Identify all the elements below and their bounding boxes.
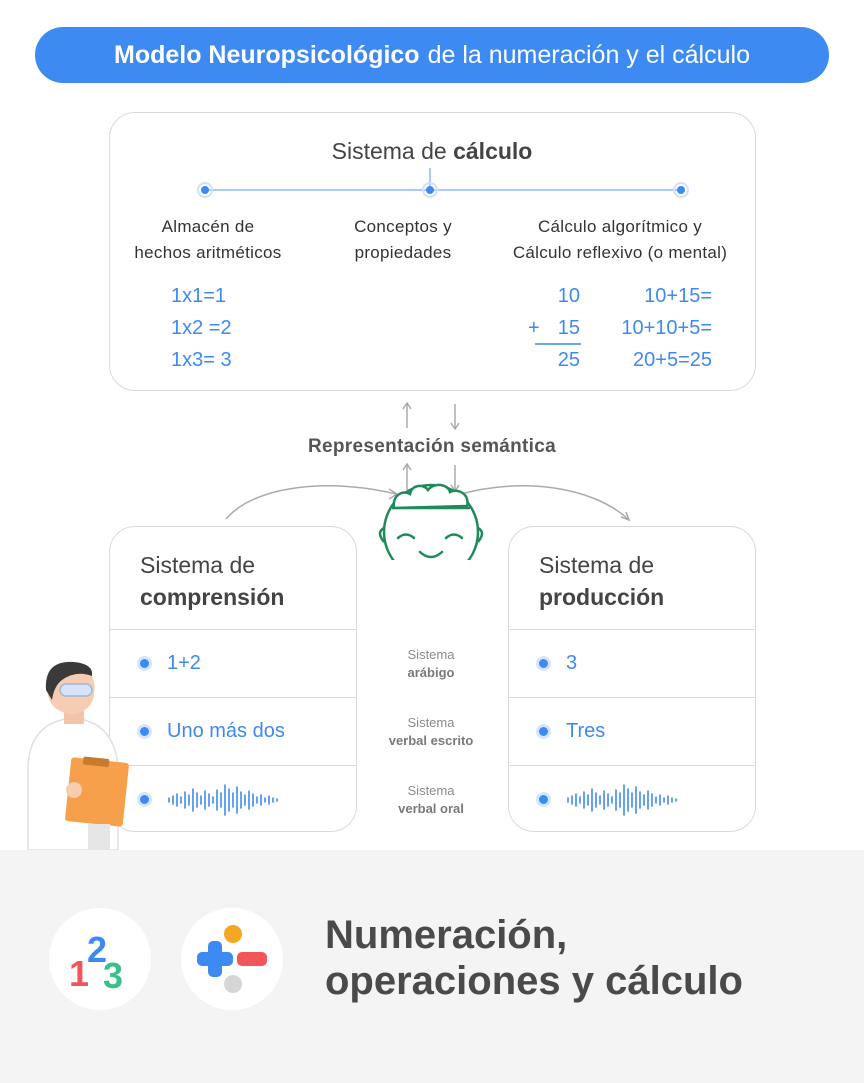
comprehension-system-box <box>109 526 357 832</box>
semantic-representation-label: Representación semántica <box>308 436 556 457</box>
production-row-written: Tres <box>509 697 755 765</box>
scientist-illustration <box>18 660 130 850</box>
numbers-icon-circle <box>49 908 151 1010</box>
svg-text:1: 1 <box>69 953 90 994</box>
comprehension-row-oral <box>110 765 356 832</box>
comprehension-row-written: Uno más dos <box>110 697 356 765</box>
operations-icon-circle <box>181 908 283 1010</box>
sound-wave-icon <box>167 783 287 817</box>
brain-head-icon <box>380 485 482 560</box>
concept-calculo: Cálculo algorítmico y Cálculo reflexivo (o mental) <box>512 217 728 262</box>
math-operations-icon <box>181 908 283 1010</box>
production-system-box <box>508 526 756 832</box>
label-arabic-system: Sistema arábigo <box>407 647 455 680</box>
sound-wave-icon <box>566 783 686 817</box>
label-oral-verbal-system: Sistema verbal oral <box>398 783 464 816</box>
title-rest: de la numeración y el cálculo <box>427 40 750 69</box>
title-bold: Modelo Neuropsicológico <box>114 40 420 69</box>
label-written-verbal-system: Sistema verbal escrito <box>388 715 474 748</box>
mental-calculation: 10+15= 10+10+5= 20+5=25 <box>621 285 712 371</box>
concept-conceptos: Conceptos y propiedades <box>354 217 452 262</box>
comprehension-row-arabic: 1+2 <box>110 629 356 697</box>
production-title: Sistema de producción <box>539 552 665 610</box>
concept-almacen: Almacén de hechos aritméticos <box>134 217 282 262</box>
production-row-arabic: 3 <box>509 629 755 697</box>
numbers-123-icon <box>49 908 151 1010</box>
arithmetic-facts: 1x1=1 1x2 =2 1x3= 3 <box>171 285 232 371</box>
column-sum: 10 + 15 25 <box>528 285 580 371</box>
svg-text:3: 3 <box>103 955 124 996</box>
calc-system-title: Sistema de cálculo <box>331 138 533 164</box>
footer-title: Numeración, operaciones y cálculo <box>325 913 743 1003</box>
production-row-oral <box>509 765 755 832</box>
comprehension-title: Sistema de comprensión <box>140 552 285 610</box>
svg-text:2: 2 <box>87 929 108 970</box>
